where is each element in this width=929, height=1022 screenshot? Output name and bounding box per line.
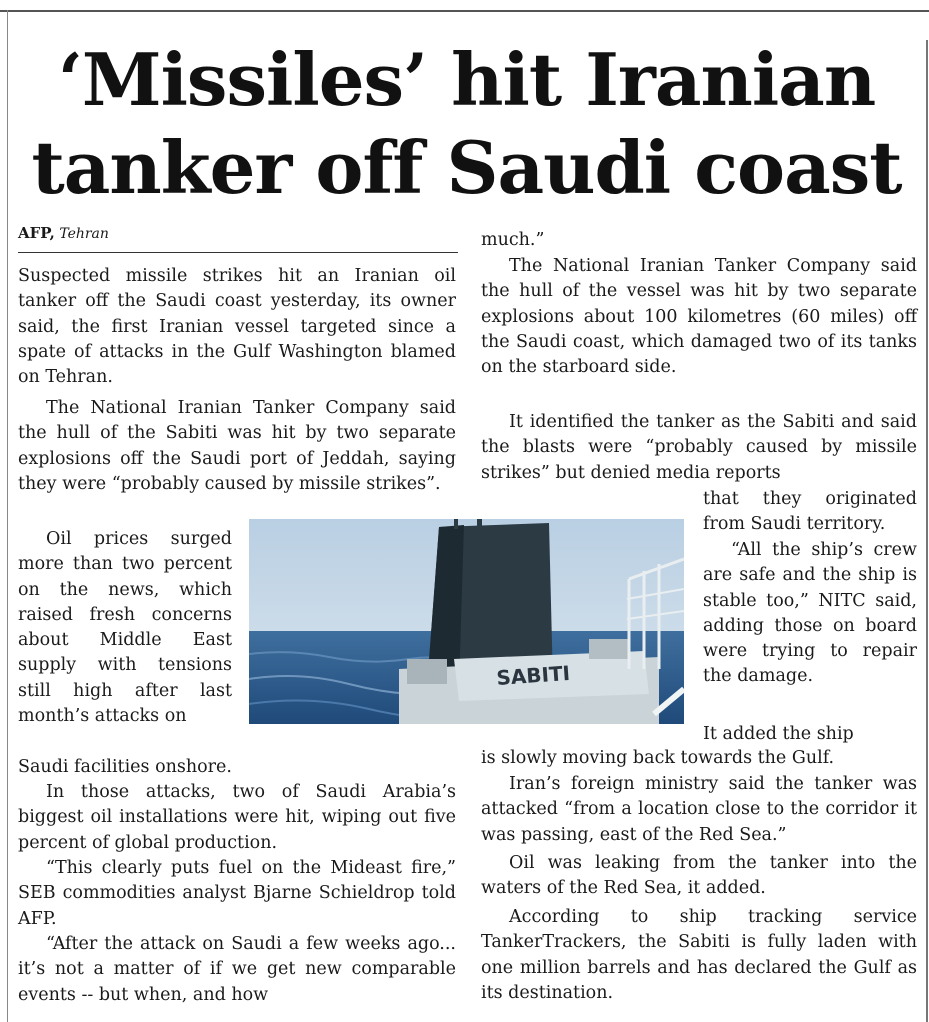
- right-paragraph-7: According to ship tracking service TankerTrackers, the Sabiti is fully laden with one million barrels and has declared the Gulf as its destination.: [481, 907, 917, 1003]
- byline: [18, 224, 458, 243]
- left-paragraph-4: In those attacks, two of Saudi Arabia’s biggest oil installations were hit, wiping out five percent of global production.: [18, 782, 456, 853]
- right-paragraph-3: “All the ship’s crew are safe and the ship is stable too,” NITC said, adding those on board were trying to repair the damage.: [703, 540, 917, 687]
- left-paragraph-1: Suspected missile strikes hit an Iranian oil tanker off the Saudi coast yesterday, its owner said, the first Iranian vessel targeted since a spate of attacks in the Gulf Washington blamed on Tehran.: [18, 266, 456, 388]
- right-paragraph-6: Oil was leaking from the tanker into the waters of the Red Sea, it added.: [481, 853, 917, 899]
- right-border: [926, 40, 928, 1022]
- byline-rule: [18, 252, 458, 253]
- left-paragraph-6: “After the attack on Saudi a few weeks ago... it’s not a matter of if we get new comparable events -- but when, and how: [18, 934, 456, 1005]
- tanker-photo: [249, 519, 684, 724]
- right-paragraph-2: It identified the tanker as the Sabiti and said the blasts were “probably caused by missile strikes” but denied media reports: [481, 412, 917, 483]
- tanker-photo-illustration: [249, 519, 684, 724]
- right-paragraph-continued: much.”: [481, 230, 545, 250]
- top-rule: [0, 10, 929, 12]
- headline: ‘Missiles’ hit Iranian tanker off Saudi coast: [31, 37, 902, 210]
- right-paragraph-4: It added the ship: [703, 724, 854, 744]
- left-paragraph-3: Oil prices surged more than two percent on the news, which raised fresh concerns about Middle East supply with tensions still high after last month’s attacks on: [18, 529, 232, 727]
- right-paragraph-1: The National Iranian Tanker Company said the hull of the vessel was hit by two separate explosions about 100 kilometres (60 miles) off the Saudi coast, which damaged two of its tanks on the starboard side.: [481, 256, 917, 378]
- left-paragraph-3-end: Saudi facilities onshore.: [18, 757, 232, 777]
- left-border: [7, 10, 8, 1022]
- right-paragraph-5: Iran’s foreign ministry said the tanker was attacked “from a location close to the corridor it was passing, east of the Red Sea.”: [481, 774, 917, 845]
- left-paragraph-5: “This clearly puts fuel on the Mideast fire,” SEB commodities analyst Bjarne Schieldrop told AFP.: [18, 858, 456, 929]
- photo-ship-name: SABITI: [495, 660, 571, 690]
- left-paragraph-2: The National Iranian Tanker Company said the hull of the Sabiti was hit by two separate explosions off the Saudi port of Jeddah, saying they were “probably caused by missile strikes”.: [18, 398, 456, 494]
- byline-place: Tehran: [59, 226, 109, 242]
- byline-agency: AFP,: [18, 224, 55, 242]
- right-paragraph-4-end: is slowly moving back towards the Gulf.: [481, 748, 835, 768]
- right-paragraph-2-end: that they originated from Saudi territory.: [703, 489, 917, 535]
